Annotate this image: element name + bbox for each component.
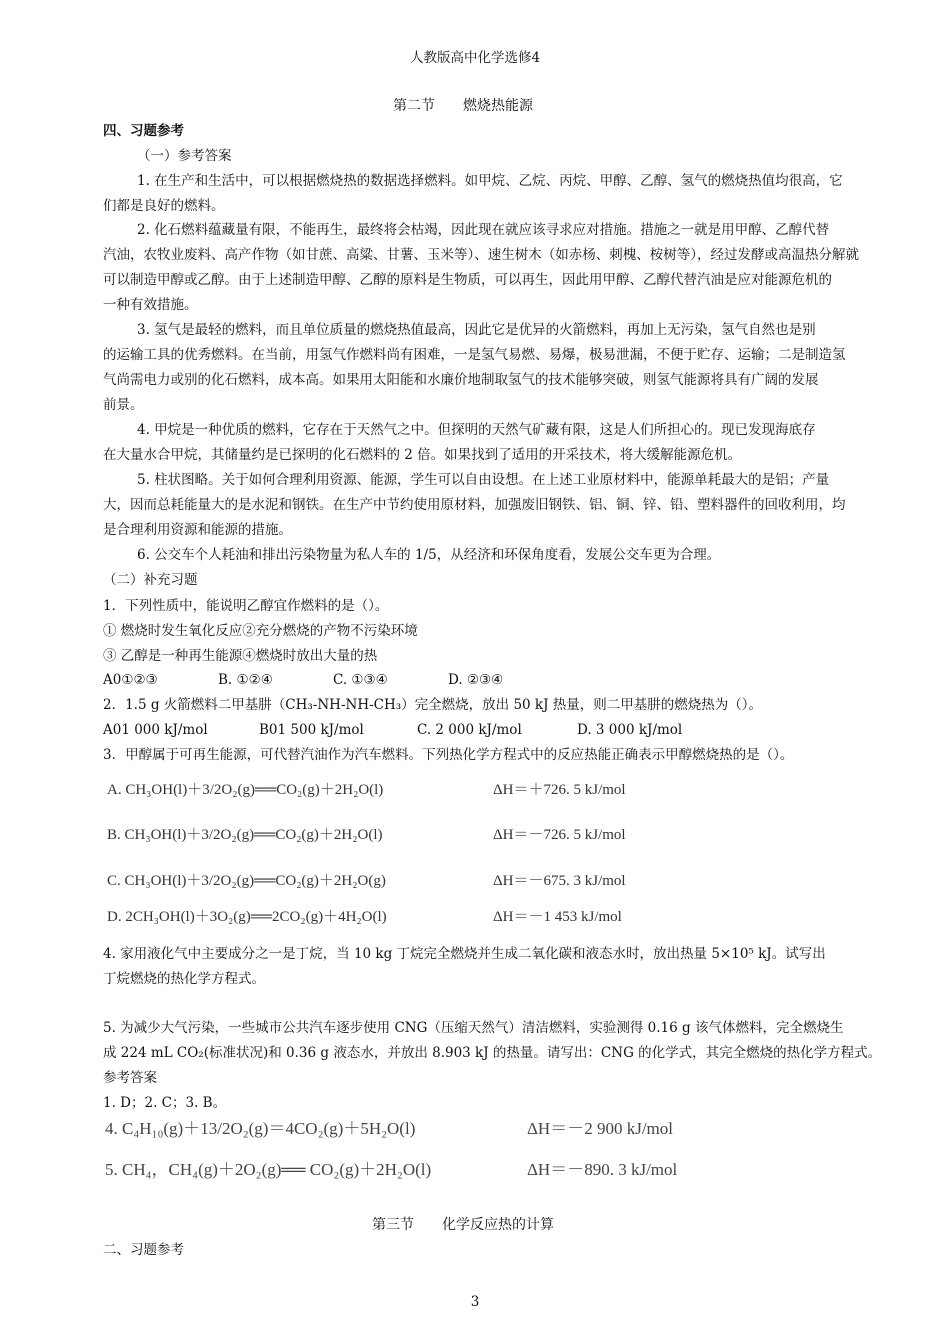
option-a: A01 000 kJ/mol (103, 722, 208, 738)
answer-line: 1. 在生产和生活中，可以根据燃烧热的数据选择燃料。如甲烷、乙烷、丙烷、甲醇、乙醇、氢气的燃烧热值均很高，它 (137, 173, 843, 189)
question-5-cont: 成 224 mL CO₂(标准状况)和 0.36 g 液态水，并放出 8.903 kJ 的热量。请写出：CNG 的化学式，其完全燃烧的热化学方程式。 (103, 1045, 882, 1061)
question-3: 3．甲醇属于可再生能源，可代替汽油作为汽车燃料。下列热化学方程式中的反应热能正确表示甲醇燃烧热的是（）。 (103, 747, 794, 763)
enthalpy-d: ΔH＝－1 453 kJ/mol (493, 909, 622, 925)
answer-line: 大，因而总耗能量大的是水泥和钢铁。在生产中节约使用原材料，加强废旧钢铁、铝、铜、锌、铅、塑料器件的回收利用，均 (103, 497, 846, 513)
option-d: D. 3 000 kJ/mol (577, 722, 683, 738)
equation-b: B. CH₃OH(l)＋3/2O₂(g)══CO₂(g)＋2H₂O(l) (107, 827, 383, 843)
enthalpy-c: ΔH＝－675. 3 kJ/mol (493, 873, 626, 889)
answer-line: 3. 氢气是最轻的燃料，而且单位质量的燃烧热值最高，因此它是优异的火箭燃料，再加上无污染，氢气自然也是别 (137, 322, 816, 338)
option-b: B. ①②④ (218, 672, 273, 688)
option-b: B01 500 kJ/mol (259, 722, 364, 738)
reference-heading: 参考答案 (103, 1070, 157, 1086)
equation-d: D. 2CH₃OH(l)＋3O₂(g)══2CO₂(g)＋4H₂O(l) (107, 909, 387, 925)
question-4-cont: 丁烷燃烧的热化学方程式。 (103, 971, 265, 987)
answer-4-enthalpy: ΔH＝－2 900 kJ/mol (527, 1119, 673, 1138)
section-title: 第三节 化学反应热的计算 (372, 1217, 554, 1233)
answer-line: 可以制造甲醇或乙醇。由于上述制造甲醇、乙醇的原料是生物质，可以再生，因此用甲醇、乙醇代替汽油是应对能源危机的 (103, 272, 832, 288)
question-1-statement: ③ 乙醇是一种再生能源④燃烧时放出大量的热 (103, 648, 378, 664)
supplement-heading: （二）补充习题 (103, 572, 198, 588)
answer-4-equation: 4. C₄H₁₀(g)＋13/2O₂(g)＝4CO₂(g)＋5H₂O(l) (105, 1119, 416, 1138)
reference-answers-1-3: 1. D；2. C；3. B。 (103, 1095, 227, 1111)
page-number: 3 (470, 1294, 480, 1310)
option-c: C. 2 000 kJ/mol (417, 722, 522, 738)
answer-line: 汽油，农牧业废料、高产作物（如甘蔗、高粱、甘薯、玉米等）、速生树木（如赤杨、刺槐、桉树等），经过发酵或高温热分解就 (103, 247, 859, 263)
equation-a: A. CH₃OH(l)＋3/2O₂(g)══CO₂(g)＋2H₂O(l) (107, 782, 384, 798)
answer-5-equation: 5. CH₄，CH₄(g)＋2O₂(g)══ CO₂(g)＋2H₂O(l) (105, 1160, 432, 1179)
answer-line: 在大量水合甲烷，其储量约是已探明的化石燃料的 2 倍。如果找到了适用的开采技术，将大缓解能源危机。 (103, 447, 742, 463)
answer-line: 的运输工具的优秀燃料。在当前，用氢气作燃料尚有困难，一是氢气易燃、易爆，极易泄漏，不便于贮存、运输；二是制造氢 (103, 347, 846, 363)
equation-c: C. CH₃OH(l)＋3/2O₂(g)══CO₂(g)＋2H₂O(g) (107, 873, 386, 889)
answer-line: 2. 化石燃料蕴藏量有限，不能再生，最终将会枯竭，因此现在就应该寻求应对措施。措施之一就是用甲醇、乙醇代替 (137, 222, 830, 238)
answer-5-enthalpy: ΔH＝－890. 3 kJ/mol (527, 1160, 678, 1179)
answer-line: 4. 甲烷是一种优质的燃料，它存在于天然气之中。但探明的天然气矿藏有限，这是人们所担心的。现已发现海底存 (137, 422, 816, 438)
part-heading: 四、习题参考 (103, 123, 184, 139)
option-a: A0①②③ (103, 672, 158, 688)
answers-heading: （一）参考答案 (137, 148, 232, 164)
answer-line: 气尚需电力或别的化石燃料，成本高。如果用太阳能和水廉价地制取氢气的技术能够突破，则氢气能源将具有广阔的发展 (103, 372, 819, 388)
enthalpy-b: ΔH＝－726. 5 kJ/mol (493, 827, 626, 843)
question-4: 4. 家用液化气中主要成分之一是丁烷，当 10 kg 丁烷完全燃烧并生成二氧化碳和液态水时，放出热量 5×10⁵ kJ。试写出 (103, 946, 826, 962)
section-title: 第二节 燃烧热能源 (393, 98, 533, 114)
answer-line: 们都是良好的燃料。 (103, 198, 225, 214)
question-5: 5. 为减少大气污染，一些城市公共汽车逐步使用 CNG（压缩天然气）清洁燃料，实验测得 0.16 g 该气体燃料，完全燃烧生 (103, 1020, 844, 1036)
question-1: 1．下列性质中，能说明乙醇宜作燃料的是（）。 (103, 598, 389, 614)
part-heading: 二、习题参考 (103, 1242, 184, 1258)
answer-line: 前景。 (103, 397, 144, 413)
question-2: 2．1.5 g 火箭燃料二甲基肼（CH₃-NH-NH-CH₃）完全燃烧，放出 50 kJ 热量，则二甲基肼的燃烧热为（）。 (103, 697, 763, 713)
option-c: C. ①③④ (333, 672, 388, 688)
option-d: D. ②③④ (448, 672, 504, 688)
answer-line: 5. 柱状图略。关于如何合理利用资源、能源，学生可以自由设想。在上述工业原材料中，能源单耗最大的是铝；产量 (137, 472, 830, 488)
document-header: 人教版高中化学选修4 (409, 50, 541, 66)
answer-line: 一种有效措施。 (103, 297, 198, 313)
answer-line: 6. 公交车个人耗油和排出污染物量为私人车的 1/5，从经济和环保角度看，发展公交车更为合理。 (137, 547, 721, 563)
question-1-statement: ① 燃烧时发生氧化反应②充分燃烧的产物不污染环境 (103, 623, 418, 639)
answer-line: 是合理利用资源和能源的措施。 (103, 522, 292, 538)
enthalpy-a: ΔH＝＋726. 5 kJ/mol (493, 782, 626, 798)
